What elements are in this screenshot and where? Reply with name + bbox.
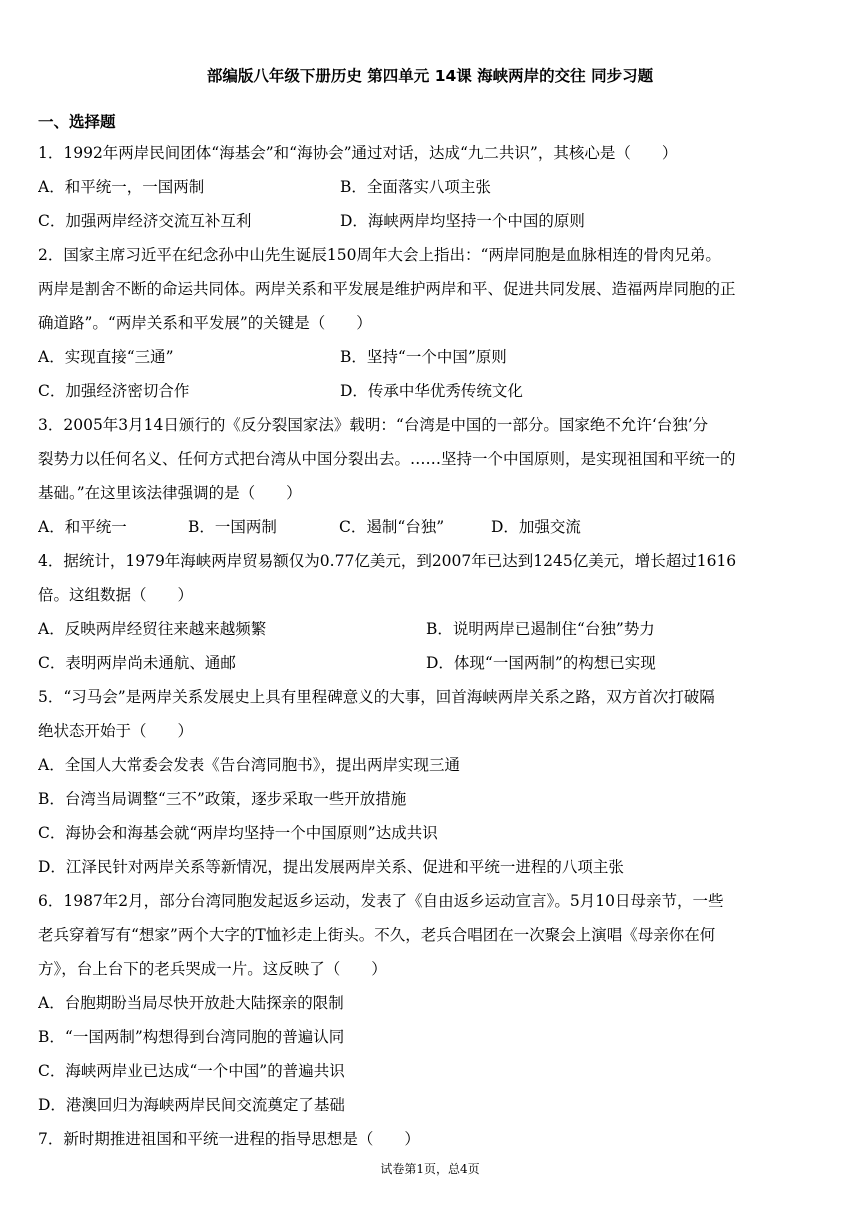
question-2-options-row2 <box>38 374 822 408</box>
question-5-stem-line2: 绝状态开始于（ ） <box>38 722 194 740</box>
option-d: D．海峡两岸均坚持一个中国的原则 <box>340 212 585 230</box>
question-3-options <box>38 510 822 544</box>
page-title: 部编版八年级下册历史 第四单元 14课 海峡两岸的交往 同步习题 <box>206 67 654 85</box>
question-2-stem-line2: 两岸是割舍不断的命运共同体。两岸关系和平发展是维护两岸和平、促进共同发展、造福两岸同胞的正 <box>38 280 736 298</box>
question-1-options-row1 <box>38 170 822 204</box>
question-4-stem-line2: 倍。这组数据（ ） <box>38 586 194 604</box>
option-b: B．全面落实八项主张 <box>340 178 491 196</box>
question-list <box>38 136 822 1156</box>
question-6-stem-line2: 老兵穿着写有“想家”两个大字的T恤衫走上街头。不久，老兵合唱团在一次聚会上演唱《母亲你在何 <box>38 926 716 944</box>
question-2-options-row1 <box>38 340 822 374</box>
section-heading: 一、选择题 <box>38 113 116 131</box>
option-c: C．海协会和海基会就“两岸均坚持一个中国原则”达成共识 <box>38 824 438 842</box>
option-d: D．传承中华优秀传统文化 <box>340 382 523 400</box>
option-d: D．江泽民针对两岸关系等新情况，提出发展两岸关系、促进和平统一进程的八项主张 <box>38 858 624 876</box>
option-d: D．体现“一国两制”的构想已实现 <box>426 654 656 672</box>
option-c: C．加强两岸经济交流互补互利 <box>38 212 252 230</box>
question-3-stem-line3: 基础。”在这里该法律强调的是（ ） <box>38 484 302 502</box>
question-2-stem-line3: 确道路”。“两岸关系和平发展”的关键是（ ） <box>38 314 372 332</box>
option-a: A．和平统一，一国两制 <box>38 178 205 196</box>
question-1-options-row2 <box>38 204 822 238</box>
option-b: B．坚持“一个中国”原则 <box>340 348 507 366</box>
option-a: A．台胞期盼当局尽快开放赴大陆探亲的限制 <box>38 994 344 1012</box>
question-5-stem-line1: 5．“习马会”是两岸关系发展史上具有里程碑意义的大事，回首海峡两岸关系之路，双方首次打破隔 <box>38 688 715 706</box>
question-1-stem: 1．1992年两岸民间团体“海基会”和“海协会”通过对话，达成“九二共识”，其核心是（ ） <box>38 144 678 162</box>
option-a: A．实现直接“三通” <box>38 348 174 366</box>
option-d: D．加强交流 <box>491 518 581 536</box>
option-b: B．一国两制 <box>188 518 277 536</box>
question-4-options-row2 <box>38 646 822 680</box>
option-a: A．和平统一 <box>38 518 127 536</box>
option-b: B．台湾当局调整“三不”政策，逐步采取一些开放措施 <box>38 790 407 808</box>
question-7-stem: 7．新时期推进祖国和平统一进程的指导思想是（ ） <box>38 1130 420 1148</box>
option-a: A．反映两岸经贸往来越来越频繁 <box>38 620 267 638</box>
question-2-stem-line1: 2．国家主席习近平在纪念孙中山先生诞辰150周年大会上指出：“两岸同胞是血脉相连的骨肉兄弟。 <box>38 246 721 264</box>
question-4-stem-line1: 4．据统计，1979年海峡两岸贸易额仅为0.77亿美元，到2007年已达到1245亿美元，增长超过1616 <box>38 552 737 570</box>
option-c: C．加强经济密切合作 <box>38 382 190 400</box>
option-b: B．说明两岸已遏制住“台独”势力 <box>426 620 655 638</box>
option-c: C．遏制“台独” <box>339 518 445 536</box>
question-6-stem-line1: 6．1987年2月，部分台湾同胞发起返乡运动，发表了《自由返乡运动宣言》。5月10日母亲节，一些 <box>38 892 724 910</box>
question-4-options-row1 <box>38 612 822 646</box>
question-6-stem-line3: 方》，台上台下的老兵哭成一片。这反映了（ ） <box>38 960 387 978</box>
option-c: C．表明两岸尚未通航、通邮 <box>38 654 236 672</box>
option-c: C．海峡两岸业已达成“一个中国”的普遍共识 <box>38 1062 345 1080</box>
option-d: D．港澳回归为海峡两岸民间交流奠定了基础 <box>38 1096 345 1114</box>
option-a: A．全国人大常委会发表《告台湾同胞书》，提出两岸实现三通 <box>38 756 460 774</box>
question-3-stem-line2: 裂势力以任何名义、任何方式把台湾从中国分裂出去。……坚持一个中国原则，是实现祖国和平统一的 <box>38 450 736 468</box>
question-3-stem-line1: 3．2005年3月14日颁行的《反分裂国家法》载明：“台湾是中国的一部分。国家绝不允许‘台独’分 <box>38 416 709 434</box>
option-b: B．“一国两制”构想得到台湾同胞的普遍认同 <box>38 1028 345 1046</box>
page-footer: 试卷第1页，总4页 <box>380 1162 480 1176</box>
